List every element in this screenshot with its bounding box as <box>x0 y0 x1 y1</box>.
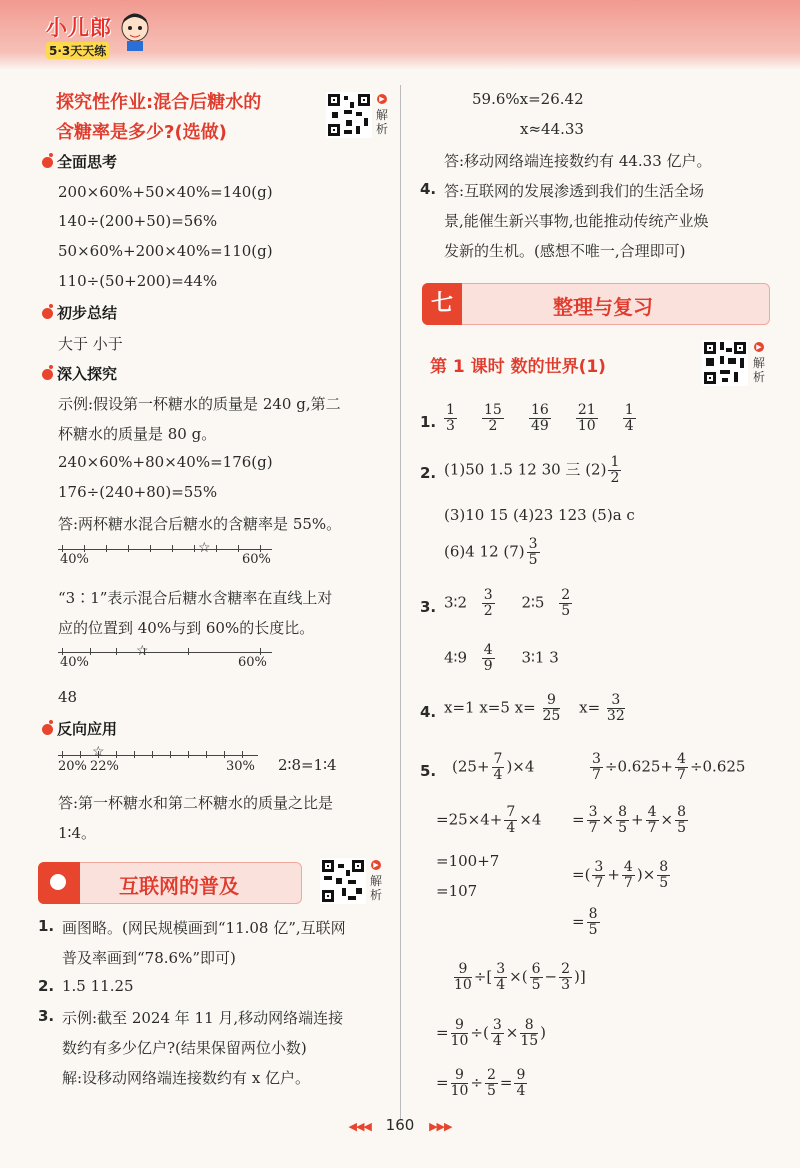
answer-text: (6)4 12 (7) <box>444 542 525 561</box>
calc-line: 50×60%+200×40%=110(g) <box>58 242 273 260</box>
calc-line <box>572 907 602 938</box>
calc-line: 110÷(50+200)=44% <box>58 272 218 290</box>
ratio-text: 3∶1 3 <box>521 648 559 667</box>
fraction: $\frac{9}{10}$ <box>450 1017 469 1049</box>
jiexi-label: 解析 <box>752 356 765 384</box>
qr-code-icon[interactable] <box>320 858 366 904</box>
fraction: $\frac{9}{10}$ <box>450 1067 469 1099</box>
nl-label-mid: 22% <box>90 759 119 774</box>
play-icon: ▶ <box>754 342 764 352</box>
answer-line: 答:互联网的发展渗透到我们的生活全场 <box>444 182 705 200</box>
answer-line: 1.5 11.25 <box>62 977 134 995</box>
fraction: $\frac{4}{7}$ <box>677 751 686 783</box>
fraction: $\frac{7}{4}$ <box>493 751 503 783</box>
right-arrows-icon: ▶▶▶ <box>429 1120 452 1133</box>
section-head-4-label: 反向应用 <box>57 720 118 738</box>
fraction: $\frac{2}{5}$ <box>561 587 571 619</box>
calc-text: = <box>572 912 585 931</box>
left-arrows-icon: ◀◀◀ <box>348 1120 371 1133</box>
calc-text: ÷( <box>470 1023 489 1042</box>
calc-line: = $\frac{3}{7}$ × $\frac{8}{5}$ + $\frac{4}{7}$ × $\frac{8}{5}$ <box>572 804 686 836</box>
answer-line <box>444 693 627 724</box>
question-number: 4. <box>420 180 437 198</box>
fraction: $\frac{9}{25}$ <box>542 692 561 724</box>
fraction: $\frac{16}{49}$ <box>530 402 549 434</box>
calc-line: =107 <box>436 882 478 900</box>
ratio-equation: 2∶8=1∶4 <box>278 756 337 774</box>
answer-line: 答:移动网络端连接数约有 44.33 亿户。 <box>444 152 712 170</box>
calc-line: = $\frac{9}{10}$ ÷( $\frac{3}{4}$ × $\frac{8}{15}$ ) <box>436 1017 547 1049</box>
section-head-3-label: 深入探究 <box>57 365 118 383</box>
star-marker: ☆ <box>136 643 149 659</box>
fraction: $\frac{3}{5}$ <box>528 536 538 568</box>
inquiry-title-line2: 含糖率是多少?(选做) <box>56 122 227 143</box>
calc-text: = <box>499 1073 513 1092</box>
calc-text: ×( <box>509 967 528 986</box>
answer-line: 画图略。(网民规模画到“11.08 亿”,互联网 <box>62 919 346 937</box>
fraction: $\frac{1}{3}$ <box>446 402 455 434</box>
section-head-1 <box>42 151 117 172</box>
calc-line: 176÷(240+80)=55% <box>58 483 218 501</box>
fraction: $\frac{3}{2}$ <box>483 587 493 619</box>
lesson-title: 第 1 课时 数的世界(1) <box>430 357 606 377</box>
answer-line <box>444 643 559 674</box>
logo-title: 小儿郎 <box>46 16 112 40</box>
answer-value: 48 <box>58 688 78 706</box>
number-line-3 <box>58 746 268 776</box>
column-divider <box>400 85 401 1120</box>
answer-line: 普及率画到“78.6%”即可) <box>62 949 236 967</box>
calc-text: = <box>436 1073 449 1092</box>
fraction: $\frac{21}{10}$ <box>577 402 596 434</box>
section-head-2 <box>42 302 117 323</box>
calc-text: ÷ <box>470 1073 483 1092</box>
answer-line: 答:第一杯糖水和第二杯糖水的质量之比是 <box>58 794 334 812</box>
calc-line <box>452 962 586 993</box>
nl-label-right: 60% <box>238 655 267 670</box>
fraction: $\frac{3}{32}$ <box>606 692 625 724</box>
section-dot-icon <box>42 369 53 380</box>
star-marker: ☆ <box>92 744 105 760</box>
calc-line <box>436 1068 529 1099</box>
logo-subtitle: 5·3天天练 <box>46 42 109 59</box>
chapter-title: 整理与复习 <box>553 295 653 319</box>
calc-line: =100+7 <box>436 852 500 870</box>
equation: x≈44.33 <box>520 120 584 138</box>
ratio-text: 2∶5 <box>521 593 545 612</box>
calc-line <box>588 752 745 783</box>
answer-text: (1)50 1.5 12 30 三 (2) <box>444 460 607 479</box>
circle-icon <box>50 874 66 890</box>
fraction: $\frac{15}{2}$ <box>484 402 502 434</box>
calc-line: 240×60%+80×40%=176(g) <box>58 453 273 471</box>
calc-text: = <box>572 810 585 829</box>
calc-text: − <box>544 967 558 986</box>
question-number: 3. <box>420 598 437 616</box>
answer-line <box>444 588 574 619</box>
calc-text: ÷[ <box>473 967 493 986</box>
qr-code-icon[interactable] <box>326 92 372 138</box>
answer-line: (3)10 15 (4)23 123 (5)a c <box>444 506 635 524</box>
section-dot-icon <box>42 157 53 168</box>
fraction: $\frac{8}{5}$ <box>618 804 627 836</box>
question-number: 1. <box>38 917 55 935</box>
fraction: $\frac{2}{5}$ <box>486 1067 496 1099</box>
fraction: $\frac{3}{4}$ <box>496 961 506 993</box>
section-dot-icon <box>42 308 53 319</box>
answer-line <box>444 537 542 568</box>
question-number: 5. <box>420 762 437 780</box>
question-number: 2. <box>420 464 437 482</box>
equation: 59.6%x=26.42 <box>472 90 584 108</box>
answer-line: 1∶4。 <box>58 824 96 842</box>
section-head-1-label: 全面思考 <box>57 153 118 171</box>
fraction: $\frac{3}{7}$ <box>588 804 598 836</box>
jiexi-label: 解析 <box>375 108 388 136</box>
page-number: 160 <box>385 1116 415 1134</box>
fraction: $\frac{9}{10}$ <box>454 961 472 993</box>
star-marker: ☆ <box>198 540 211 556</box>
answer-text: x=1 x=5 x= <box>444 698 536 717</box>
fraction: $\frac{8}{15}$ <box>520 1017 539 1049</box>
fraction: $\frac{3}{4}$ <box>492 1017 502 1049</box>
fraction: $\frac{6}{5}$ <box>531 961 541 993</box>
calc-line: 140÷(200+50)=56% <box>58 212 218 230</box>
question-number: 4. <box>420 703 437 721</box>
calc-line: =( $\frac{3}{7}$ + $\frac{4}{7}$ )× $\frac{8}{5}$ <box>572 859 669 891</box>
play-icon: ▶ <box>371 860 381 870</box>
nl-label-right: 60% <box>242 552 271 567</box>
answer-line: 解:设移动网络端连接数约有 x 亿户。 <box>62 1069 311 1087</box>
calc-line <box>436 805 541 836</box>
play-icon: ▶ <box>377 94 387 104</box>
ratio-text: 3∶2 <box>444 593 467 612</box>
example-line: 示例:假设第一杯糖水的质量是 240 g,第二 <box>58 395 341 413</box>
calc-text: ×4 <box>519 810 542 829</box>
summary-text: 大于 小于 <box>58 335 123 353</box>
nl-label-right: 30% <box>226 759 255 774</box>
calc-text: ÷0.625 <box>689 757 746 776</box>
fraction: $\frac{2}{3}$ <box>561 961 571 993</box>
calc-text: (25+ <box>452 757 490 776</box>
banner-title: 互联网的普及 <box>119 874 239 898</box>
fraction: $\frac{7}{4}$ <box>506 804 516 836</box>
fraction: $\frac{3}{7}$ <box>594 859 604 891</box>
jiexi-label: 解析 <box>369 874 382 902</box>
calc-text: =( <box>572 865 591 884</box>
calc-text: ÷0.625+ <box>604 757 674 776</box>
ratio-line: “3∶1”表示混合后糖水含糖率在直线上对 <box>58 589 333 607</box>
number-line-2 <box>58 643 278 673</box>
fraction: $\frac{3}{7}$ <box>592 751 601 783</box>
fraction: $\frac{4}{7}$ <box>647 804 657 836</box>
section-dot-icon <box>42 724 53 735</box>
section-head-4 <box>42 718 117 739</box>
fraction: $\frac{8}{5}$ <box>677 804 686 836</box>
question-number: 3. <box>38 1007 55 1025</box>
fraction: $\frac{1}{2}$ <box>610 454 620 486</box>
ratio-line: 应的位置到 40%与到 60%的长度比。 <box>58 619 315 637</box>
answer-line: 数约有多少亿户?(结果保留两位小数) <box>62 1039 307 1057</box>
calc-text: =25×4+ <box>436 810 503 829</box>
page-footer <box>330 1116 470 1134</box>
fraction: $\frac{1}{4}$ <box>624 402 634 434</box>
example-line: 杯糖水的质量是 80 g。 <box>58 425 217 443</box>
answer-text: x= <box>579 698 601 717</box>
nl-label-left: 20% <box>58 759 87 774</box>
section-head-2-label: 初步总结 <box>57 304 118 322</box>
answer-line: 答:两杯糖水混合后糖水的含糖率是 55%。 <box>58 515 342 533</box>
fraction: $\frac{8}{5}$ <box>659 859 669 891</box>
banner-badge <box>38 862 80 904</box>
fraction: $\frac{9}{4}$ <box>516 1067 526 1099</box>
calc-text: = <box>436 1023 449 1042</box>
qr-code-icon[interactable] <box>702 340 748 386</box>
question-number: 1. <box>420 413 437 431</box>
section-banner <box>38 862 302 904</box>
fraction: $\frac{4}{7}$ <box>623 859 633 891</box>
answer-line: 发新的生机。(感想不唯一,合理即可) <box>444 242 686 260</box>
calc-line <box>452 752 534 783</box>
fraction-list <box>442 403 638 434</box>
calc-text: )×4 <box>506 757 535 776</box>
chapter-number: 七 <box>422 283 462 325</box>
inquiry-title-line1: 探究性作业:混合后糖水的 <box>56 92 262 113</box>
mascot-icon <box>118 10 152 52</box>
ratio-text: 4∶9 <box>444 648 467 667</box>
calc-text: ) <box>540 1023 547 1042</box>
calc-text: )] <box>574 967 586 986</box>
answer-line: 示例:截至 2024 年 11 月,移动网络端连接 <box>62 1009 344 1027</box>
section-head-3 <box>42 363 117 384</box>
question-number: 2. <box>38 977 55 995</box>
answer-line: 景,能催生新兴事物,也能推动传统产业焕 <box>444 212 709 230</box>
fraction: $\frac{4}{9}$ <box>483 642 493 674</box>
fraction: $\frac{8}{5}$ <box>588 906 598 938</box>
answer-line <box>444 455 623 486</box>
calc-line: 200×60%+50×40%=140(g) <box>58 183 273 201</box>
chapter-banner <box>422 283 770 325</box>
number-line-1 <box>58 540 278 570</box>
nl-label-left: 40% <box>60 552 89 567</box>
nl-label-left: 40% <box>60 655 89 670</box>
